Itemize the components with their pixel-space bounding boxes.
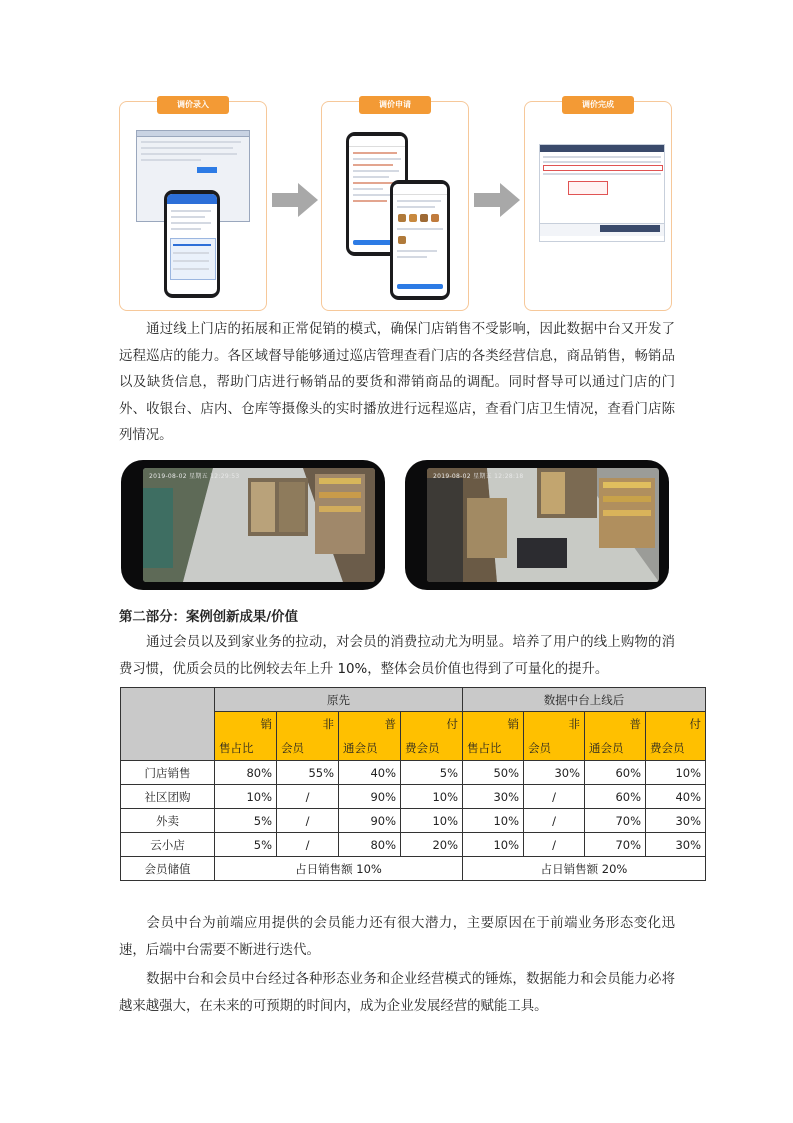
phone-screenshot bbox=[164, 190, 220, 298]
table-row bbox=[121, 785, 706, 809]
paragraph-member-potential bbox=[119, 911, 675, 964]
table-cell: 10% bbox=[463, 833, 524, 857]
table-cell: 占日销售额 20% bbox=[463, 857, 706, 881]
table-cell: / bbox=[524, 833, 585, 857]
paragraph-text: 通过会员以及到家业务的拉动，对会员的消费拉动尤为明显。培养了用户的线上购物的消费习惯，优质会员的比例较去年上升 10%，整体会员价值也得到了可量化的提升。 bbox=[119, 635, 675, 677]
group-header-after: 数据中台上线后 bbox=[463, 688, 706, 712]
arrow-right-icon bbox=[474, 183, 520, 217]
table-cell: 10% bbox=[401, 785, 463, 809]
table-cell: 40% bbox=[339, 761, 401, 785]
paragraph-future-capability bbox=[119, 967, 675, 1020]
row-label: 云小店 bbox=[121, 833, 215, 857]
table-cell: 50% bbox=[463, 761, 524, 785]
table-cell: 60% bbox=[585, 761, 646, 785]
table-cell: 30% bbox=[524, 761, 585, 785]
store-camera-video bbox=[427, 468, 659, 582]
subheader-cell: 付 费会员 bbox=[401, 712, 463, 761]
table-cell: 30% bbox=[646, 809, 706, 833]
camera-timestamp: 2019-08-02 星期五 12:28:18 bbox=[433, 473, 524, 480]
table-cell: 90% bbox=[339, 785, 401, 809]
desktop-window-screenshot bbox=[539, 144, 665, 242]
table-cell: 10% bbox=[463, 809, 524, 833]
table-cell: 70% bbox=[585, 833, 646, 857]
section-heading: 第二部分：案例创新成果/价值 bbox=[119, 610, 298, 625]
row-label: 社区团购 bbox=[121, 785, 215, 809]
subheader-cell: 普 通会员 bbox=[585, 712, 646, 761]
paragraph-text: 会员中台为前端应用提供的会员能力还有很大潜力，主要原因在于前端业务形态变化迅速，后端中台需要不断进行迭代。 bbox=[119, 916, 675, 958]
camera-feed-phone-right bbox=[405, 460, 669, 590]
store-camera-video bbox=[143, 468, 375, 582]
step-tag: 调价完成 bbox=[562, 96, 634, 114]
table-cell: 40% bbox=[646, 785, 706, 809]
subheader-cell: 非 会员 bbox=[277, 712, 339, 761]
table-cell: 30% bbox=[463, 785, 524, 809]
table-cell: 5% bbox=[215, 833, 277, 857]
subheader-cell: 付 费会员 bbox=[646, 712, 706, 761]
table-row bbox=[121, 857, 706, 881]
table-cell: 占日销售额 10% bbox=[215, 857, 463, 881]
table-row bbox=[121, 761, 706, 785]
table-cell: 5% bbox=[401, 761, 463, 785]
subheader-cell: 销 售占比 bbox=[463, 712, 524, 761]
subheader-cell: 销 售占比 bbox=[215, 712, 277, 761]
table-cell: 60% bbox=[585, 785, 646, 809]
paragraph-member-results bbox=[119, 630, 675, 683]
group-header-before: 原先 bbox=[215, 688, 463, 712]
table-cell: 10% bbox=[646, 761, 706, 785]
paragraph-text: 数据中台和会员中台经过各种形态业务和企业经营模式的锤炼，数据能力和会员能力必将越来越强大，在未来的可预期的时间内，成为企业发展经营的赋能工具。 bbox=[119, 972, 675, 1014]
phone-screenshot bbox=[390, 180, 450, 300]
row-label: 门店销售 bbox=[121, 761, 215, 785]
row-label: 会员储值 bbox=[121, 857, 215, 881]
table-cell: / bbox=[277, 833, 339, 857]
step-card-price-complete bbox=[524, 101, 672, 311]
table-cell: 90% bbox=[339, 809, 401, 833]
table-cell: 70% bbox=[585, 809, 646, 833]
step-tag: 调价申请 bbox=[359, 96, 431, 114]
table-cell: 20% bbox=[401, 833, 463, 857]
paragraph-text: 通过线上门店的拓展和正常促销的模式，确保门店销售不受影响，因此数据中台又开发了远程巡店的能力。各区域督导能够通过巡店管理查看门店的各类经营信息，商品销售，畅销品以及缺货信息，帮助门店进行畅销品的要货和滞销商品的调配。同时督导可以通过门店的门外、收银台、店内、仓库等摄像头的实时播放进行远程巡店，查看门店卫生情况，查看门店陈列情况。 bbox=[119, 322, 675, 443]
table-cell: / bbox=[277, 785, 339, 809]
table-corner-cell bbox=[121, 688, 215, 761]
camera-timestamp: 2019-08-02 星期五 12:29:53 bbox=[149, 473, 240, 480]
step-card-price-request bbox=[321, 101, 469, 311]
table-cell: 80% bbox=[215, 761, 277, 785]
step-card-price-entry bbox=[119, 101, 267, 311]
table-header-row bbox=[121, 688, 706, 712]
subheader-cell: 非 会员 bbox=[524, 712, 585, 761]
table-row bbox=[121, 809, 706, 833]
arrow-right-icon bbox=[272, 183, 318, 217]
table-cell: 5% bbox=[215, 809, 277, 833]
paragraph-remote-inspection bbox=[119, 317, 675, 450]
table-cell: 10% bbox=[401, 809, 463, 833]
table-cell: / bbox=[524, 809, 585, 833]
table-cell: 10% bbox=[215, 785, 277, 809]
table-cell: 30% bbox=[646, 833, 706, 857]
subheader-cell: 普 通会员 bbox=[339, 712, 401, 761]
table-row bbox=[121, 833, 706, 857]
table-cell: 55% bbox=[277, 761, 339, 785]
member-sales-table bbox=[120, 687, 706, 881]
step-tag: 调价录入 bbox=[157, 96, 229, 114]
table-cell: / bbox=[277, 809, 339, 833]
table-cell: / bbox=[524, 785, 585, 809]
camera-feed-phone-left bbox=[121, 460, 385, 590]
table-cell: 80% bbox=[339, 833, 401, 857]
row-label: 外卖 bbox=[121, 809, 215, 833]
